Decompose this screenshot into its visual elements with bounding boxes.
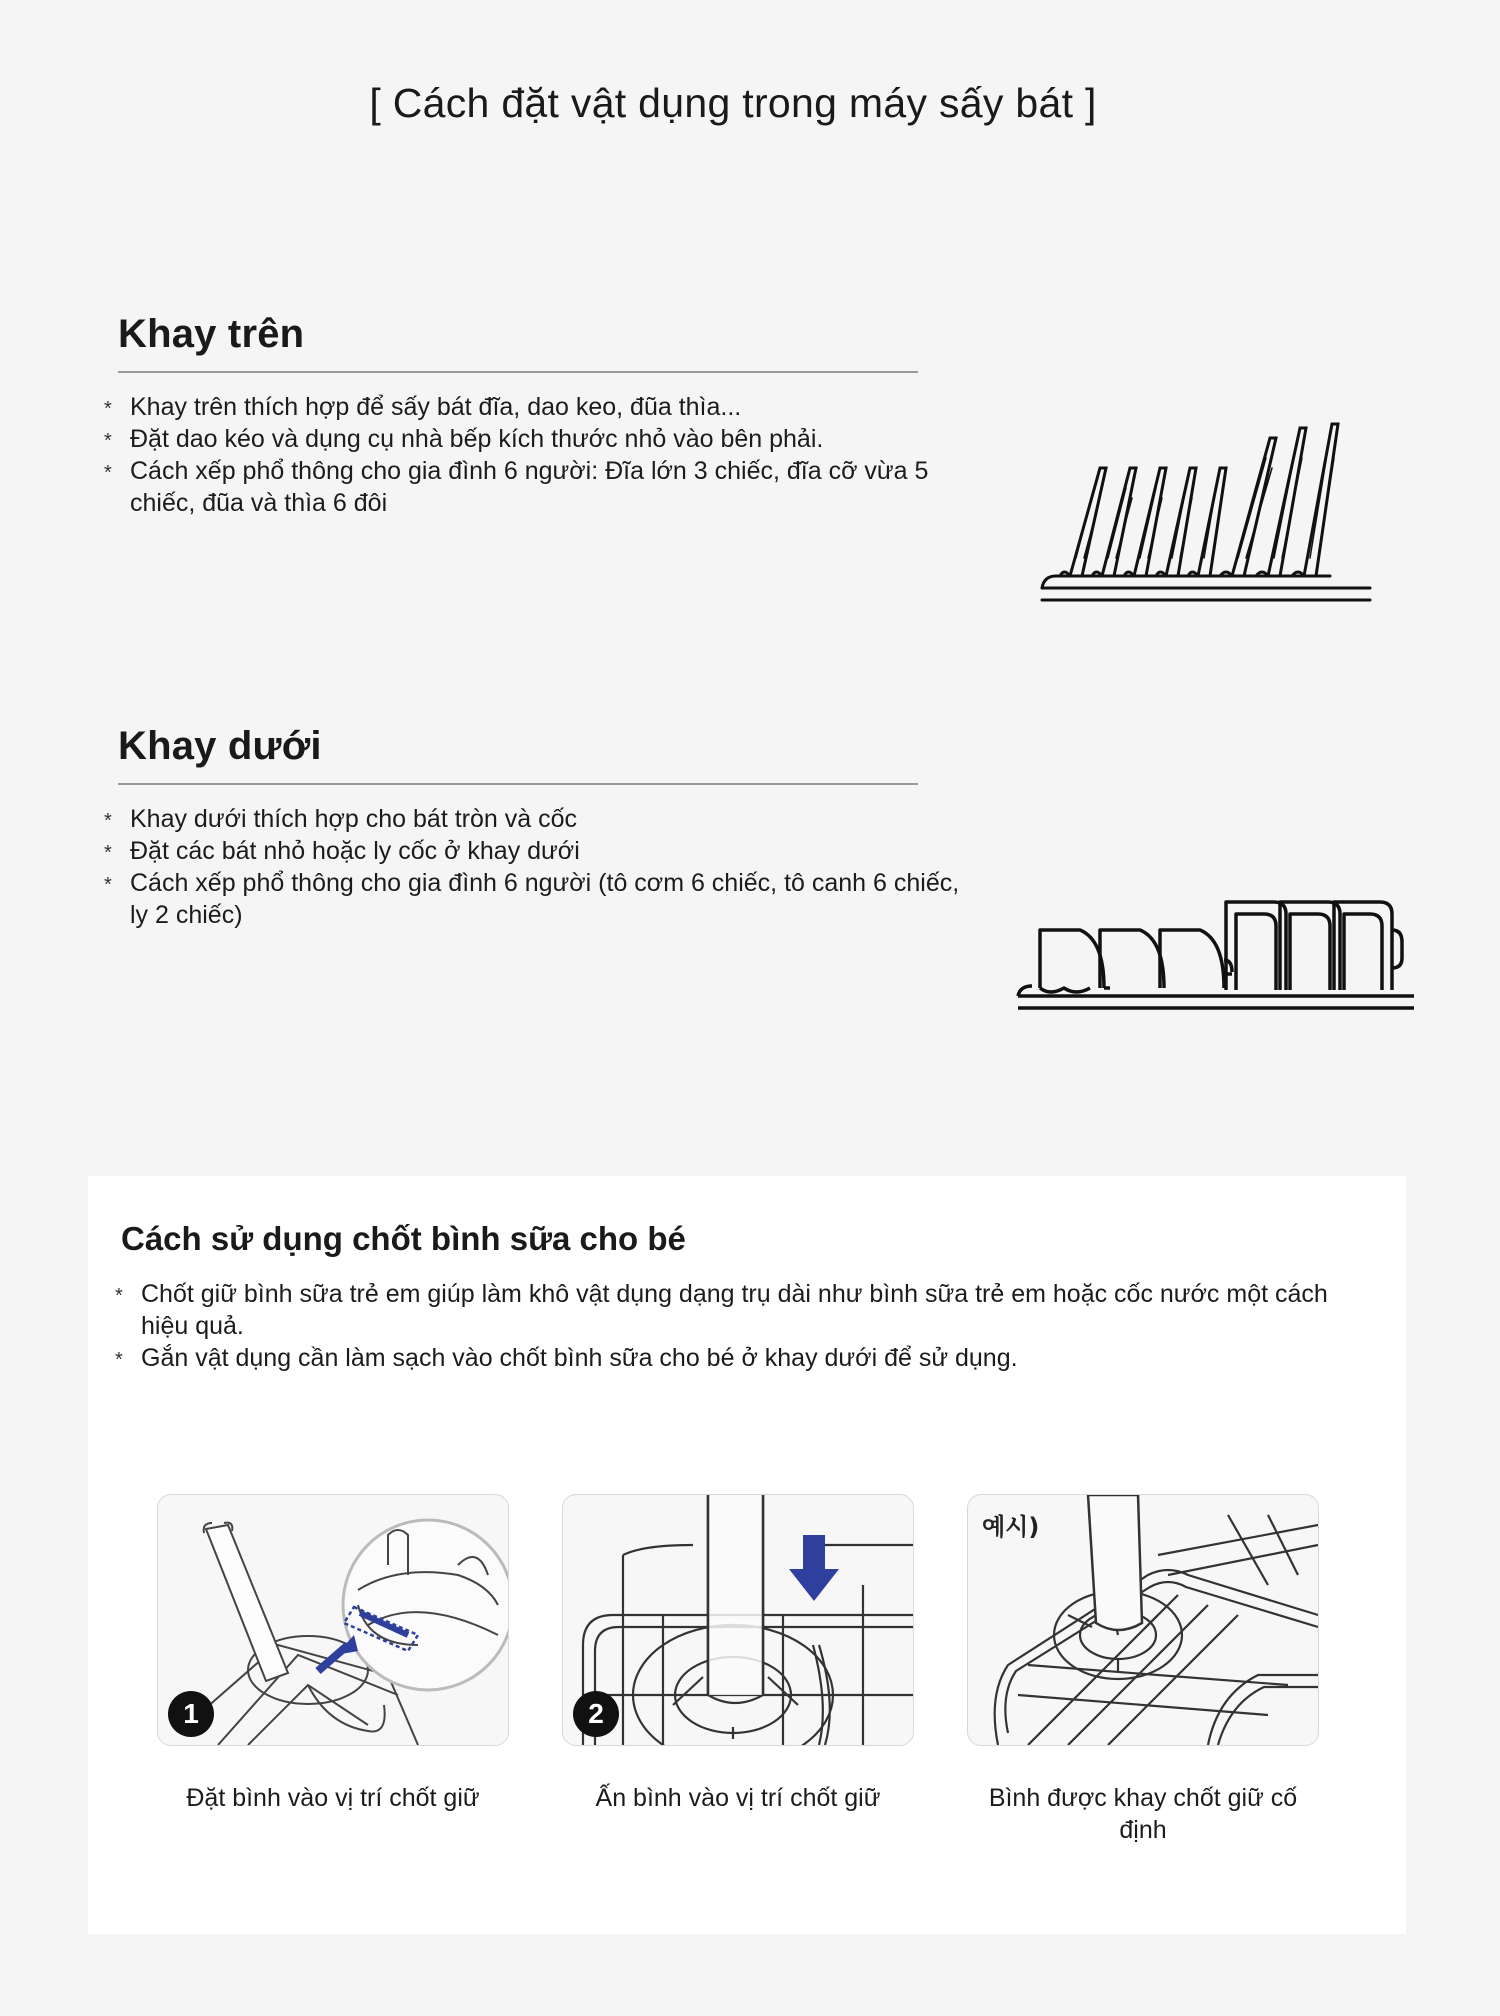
lower-tray-list: [104, 803, 984, 931]
step-1-caption: Đặt bình vào vị trí chốt giữ: [186, 1784, 480, 1812]
step-3-illustration: [967, 1494, 1319, 1746]
list-item: * Chốt giữ bình sữa trẻ em giúp làm khô vật dụng dạng trụ dài như bình sữa trẻ em hoặc cốc nước một cách hiệu quả.: [115, 1280, 1328, 1340]
upper-tray-heading: Khay trên: [118, 312, 305, 356]
page-title: [ Cách đặt vật dụng trong máy sấy bát ]: [369, 80, 1097, 126]
list-item: * Cách xếp phổ thông cho gia đình 6 người (tô cơm 6 chiếc, tô canh 6 chiếc, ly 2 chiếc): [104, 869, 960, 929]
lower-tray-bowls-illustration: [1010, 880, 1420, 1030]
upper-tray-section: [104, 312, 1018, 519]
list-item: * Khay dưới thích hợp cho bát tròn và cốc: [104, 805, 577, 833]
upper-tray-plates-illustration: [1030, 418, 1382, 608]
list-item: * Gắn vật dụng cần làm sạch vào chốt bình sữa cho bé ở khay dưới để sử dụng.: [115, 1344, 1018, 1372]
step-3-caption: Bình được khay chốt giữ cố định: [988, 1784, 1298, 1844]
lower-tray-divider: [118, 783, 918, 785]
step-3: [967, 1494, 1319, 1846]
list-item: * Đặt dao kéo và dụng cụ nhà bếp kích thước nhỏ vào bên phải.: [104, 425, 824, 453]
step-2-badge: 2: [573, 1691, 619, 1737]
step-1: [157, 1494, 509, 1814]
step-1-illustration: [157, 1494, 509, 1746]
upper-tray-list: [104, 391, 984, 519]
bottle-holder-heading: Cách sử dụng chốt bình sữa cho bé: [121, 1220, 686, 1257]
lower-tray-heading: Khay dưới: [118, 724, 322, 768]
bottle-holder-panel: [88, 1176, 1406, 1934]
list-item: * Khay trên thích hợp để sấy bát đĩa, dao keo, đũa thìa...: [104, 393, 742, 421]
step-1-badge: 1: [168, 1691, 214, 1737]
example-tag: 예시): [982, 1513, 1040, 1541]
lower-tray-section: [104, 724, 1018, 931]
step-2: [562, 1494, 914, 1814]
list-item: * Cách xếp phổ thông cho gia đình 6 người: Đĩa lớn 3 chiếc, đĩa cỡ vừa 5 chiếc, đũa và thìa 6 đôi: [104, 457, 929, 517]
step-2-illustration: [562, 1494, 914, 1746]
bottle-holder-list: [115, 1278, 1355, 1374]
list-item: * Đặt các bát nhỏ hoặc ly cốc ở khay dưới: [104, 837, 580, 865]
step-2-caption: Ấn bình vào vị trí chốt giữ: [595, 1784, 881, 1812]
upper-tray-divider: [118, 371, 918, 373]
